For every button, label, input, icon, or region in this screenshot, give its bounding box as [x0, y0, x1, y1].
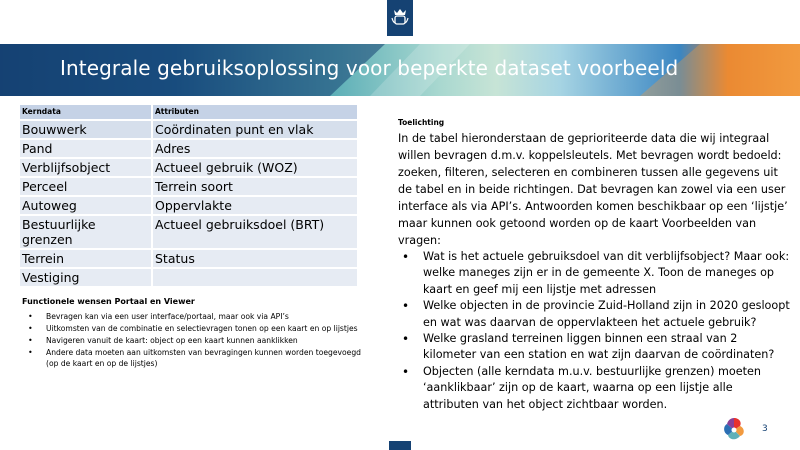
table-cell: Bestuurlijke grenzen	[20, 215, 152, 249]
list-item: • Objecten (alle kerndata m.u.v. bestuurlijke grenzen) moeten ‘aanklikbaar’ zijn op de kaart, waarna op een lijstje alle attributen van het object zichtbaar worden.	[398, 364, 790, 413]
table-cell: Coördinaten punt en vlak	[152, 120, 357, 139]
table-cell	[152, 268, 357, 287]
table-cell: Verblijfsobject	[20, 158, 152, 177]
list-item: • Uitkomsten van de combinatie en selectievragen tonen op een kaart en op lijstjes	[22, 324, 362, 335]
table-row	[20, 120, 357, 139]
table-row	[20, 139, 357, 158]
footer-bar	[389, 441, 411, 450]
table-cell: Status	[152, 249, 357, 268]
list-item: • Navigeren vanuit de kaart: object op een kaart kunnen aanklikken	[22, 336, 362, 347]
table-row	[20, 249, 357, 268]
table-cell: Oppervlakte	[152, 196, 357, 215]
table-cell: Actueel gebruik (WOZ)	[152, 158, 357, 177]
table-cell: Vestiging	[20, 268, 152, 287]
table-row	[20, 268, 357, 287]
list-item: • Wat is het actuele gebruiksdoel van dit verblijfsobject? Maar ook: welke maneges zijn er in de gemeente X. Toon de maneges op kaart en geef mij een lijstje met adressen	[398, 249, 790, 298]
table-cell: Autoweg	[20, 196, 152, 215]
toelichting-heading: Toelichting	[398, 118, 445, 127]
table-cell: Perceel	[20, 177, 152, 196]
page-number: 3	[762, 424, 768, 434]
functionele-wensen-list	[22, 312, 362, 371]
table-row	[20, 215, 357, 249]
table-row	[20, 177, 357, 196]
table-row	[20, 196, 357, 215]
table-cell: Pand	[20, 139, 152, 158]
list-item: • Andere data moeten aan uitkomsten van bevragingen kunnen worden toegevoegd (op de kaart en op de lijstjes)	[22, 348, 362, 369]
page-title: Integrale gebruiksoplossing voor beperkte dataset voorbeeld	[60, 56, 679, 80]
example-questions-list	[398, 249, 790, 413]
column-header-attributen: Attributen	[152, 105, 357, 120]
table-cell: Terrein soort	[152, 177, 357, 196]
table-cell: Terrein	[20, 249, 152, 268]
functionele-wensen-heading: Functionele wensen Portaal en Viewer	[22, 297, 195, 306]
list-item: • Welke objecten in de provincie Zuid-Holland zijn in 2020 gesloopt en wat was daarvan de oppervlakteen het actuele gebruik?	[398, 298, 790, 331]
list-item: • Bevragen kan via een user interface/portaal, maar ook via API’s	[22, 312, 362, 323]
table-row	[20, 158, 357, 177]
toelichting-intro: In de tabel hieronderstaan de geprioriteerde data die wij integraal willen bevragen d.m.v. koppelsleutels. Met bevragen wordt bedoeld: zoeken, filteren, selecteren en combineren tussen alle gegevens uit de tabel en in beide richtingen. Dat bevragen kan zowel via een user interface als via API’s. Antwoorden komen beschikbaar op een ‘lijstje’ maar kunnen ook getoond worden op de kaart Voorbeelden van vragen:	[398, 132, 788, 247]
crown-emblem-icon	[390, 6, 410, 28]
table-cell: Actueel gebruiksdoel (BRT)	[152, 215, 357, 249]
government-logo	[387, 0, 413, 36]
list-item: • Welke grasland terreinen liggen binnen een straal van 2 kilometer van een station en wat zijn daarvan de coördinaten?	[398, 331, 790, 364]
table-header-row	[20, 105, 357, 120]
table-cell: Adres	[152, 139, 357, 158]
column-header-kerndata: Kerndata	[20, 105, 152, 120]
brand-logo-icon	[720, 416, 748, 442]
kerndata-table	[20, 105, 357, 288]
table-cell: Bouwwerk	[20, 120, 152, 139]
